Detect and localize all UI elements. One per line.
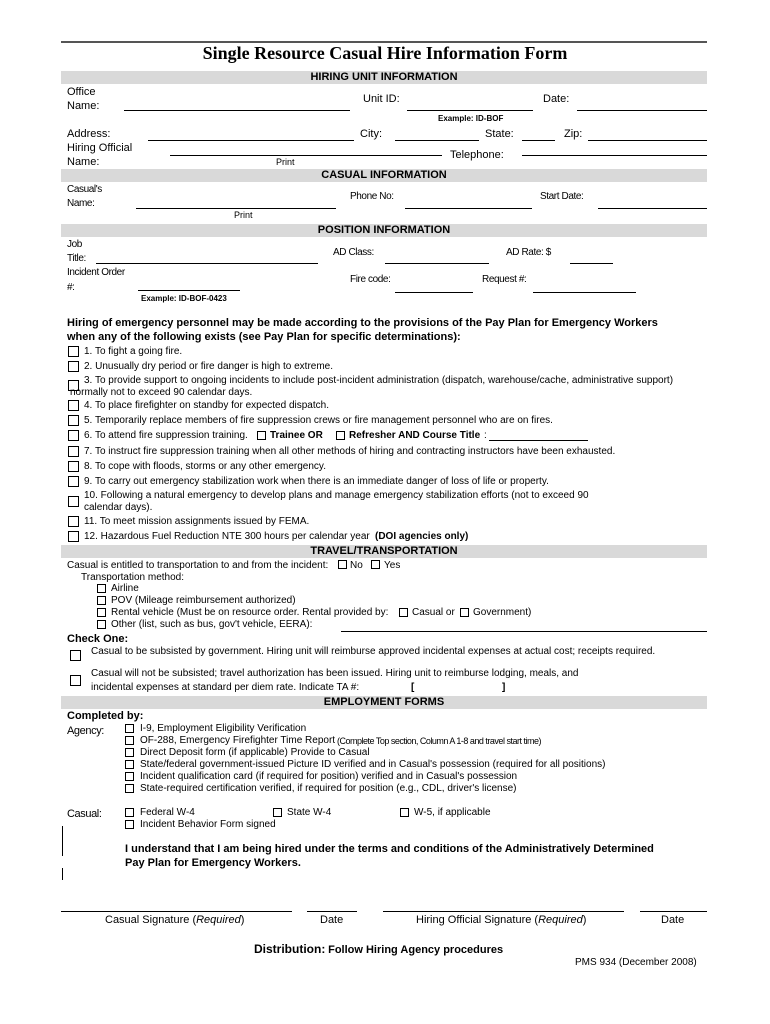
start-date-field[interactable] [598, 208, 707, 209]
provision-checkbox-4[interactable] [68, 400, 79, 411]
official-signature-required: Required [538, 914, 583, 926]
i9-item: I-9, Employment Eligibility Verification [140, 723, 307, 734]
provision-8: 8. To cope with floods, storms or any other emergency. [84, 461, 326, 472]
federal-w4-checkbox[interactable] [125, 808, 134, 817]
provision-checkbox-6[interactable] [68, 430, 79, 441]
airline-label: Airline [111, 583, 139, 594]
behavior-form-checkbox[interactable] [125, 820, 134, 829]
job-title-field[interactable] [96, 263, 318, 264]
transport-no-label: No [350, 560, 363, 571]
section-hiring-unit: HIRING UNIT INFORMATION [61, 71, 707, 84]
provision-1: 1. To fight a going fire. [84, 346, 183, 357]
section-position-info: POSITION INFORMATION [61, 224, 707, 237]
pov-checkbox[interactable] [97, 596, 106, 605]
ad-class-label: AD Class: [333, 247, 374, 258]
official-name-field[interactable] [170, 155, 442, 156]
of288-note: (Complete Top section, Column A 1-8 and travel start time) [337, 736, 541, 746]
transport-no-checkbox[interactable] [338, 560, 347, 569]
provision-checkbox-1[interactable] [68, 346, 79, 357]
address-field[interactable] [148, 140, 354, 141]
official-signature-close: ) [582, 914, 587, 926]
course-title-colon: : [484, 430, 487, 441]
course-title-field[interactable] [489, 440, 588, 441]
incident-order-label-1: Incident Order [67, 267, 125, 278]
completed-by-label: Completed by: [67, 710, 144, 722]
start-date-label: Start Date: [540, 191, 584, 202]
unit-id-example: Example: ID-BOF [438, 114, 504, 123]
federal-w4-label: Federal W-4 [140, 807, 195, 818]
ad-rate-field[interactable] [570, 263, 613, 264]
office-name-field[interactable] [124, 110, 350, 111]
official-name-label-1: Hiring Official [67, 142, 133, 154]
rental-checkbox[interactable] [97, 608, 106, 617]
ad-rate-label: AD Rate: $ [506, 247, 551, 258]
official-signature-label [416, 914, 586, 926]
form-title: Single Resource Casual Hire Information Form [202, 43, 568, 63]
pov-label: POV (Mileage reimbursement authorized) [111, 595, 296, 606]
ta-number-field[interactable] [416, 692, 502, 693]
address-label: Address: [67, 128, 111, 140]
qual-card-checkbox[interactable] [125, 772, 134, 781]
picture-id-item: State/federal government-issued Picture ID verified and in Casual's possession (required for all positions) [140, 759, 606, 770]
casual-signature-required: Required [196, 914, 241, 926]
casual-date-line[interactable] [307, 911, 357, 912]
office-name-label-1: Office [67, 86, 96, 98]
official-name-label-2: Name: [67, 156, 100, 168]
of288-checkbox[interactable] [125, 736, 134, 745]
check-one-label: Check One: [67, 633, 129, 645]
provision-5: 5. Temporarily replace members of fire suppression crews or fire management personnel who are on fires. [84, 415, 553, 426]
provision-checkbox-12[interactable] [68, 531, 79, 542]
provision-3: 3. To provide support to ongoing incidents to include post-incident administration (dispatch, warehouse/cache, administrative support) [84, 375, 674, 386]
not-subsisted-option-1: Casual will not be subsisted; travel authorization has been issued. Hiring unit to reimburse lodging, meals, and [91, 668, 579, 679]
rental-casual-label: Casual or [412, 607, 455, 618]
provision-checkbox-10[interactable] [68, 496, 79, 507]
fire-code-field[interactable] [395, 292, 473, 293]
job-title-label-1: Job [67, 239, 82, 250]
transport-yes-label: Yes [384, 560, 401, 571]
understand-statement-2: Pay Plan for Emergency Workers. [125, 857, 301, 869]
casual-signature-label [105, 914, 244, 926]
direct-deposit-checkbox[interactable] [125, 748, 134, 757]
margin-mark-1 [62, 826, 63, 856]
casual-signature-text: Casual Signature ( [105, 914, 197, 926]
subsisted-checkbox[interactable] [70, 650, 81, 661]
provision-checkbox-9[interactable] [68, 476, 79, 487]
city-label: City: [360, 128, 382, 140]
state-w4-checkbox[interactable] [273, 808, 282, 817]
provision-10-cont: calendar days). [84, 502, 153, 513]
picture-id-checkbox[interactable] [125, 760, 134, 769]
transport-entitled: Casual is entitled to transportation to and from the incident: [67, 560, 329, 571]
other-transport-label: Other (list, such as bus, gov't vehicle, EERA): [111, 619, 313, 630]
understand-statement-1: I understand that I am being hired under the terms and conditions of the Administratively Determined [125, 843, 654, 855]
unit-id-field[interactable] [407, 110, 533, 111]
transport-method-label: Transportation method: [81, 572, 185, 583]
provisions-intro-1: Hiring of emergency personnel may be made according to the provisions of the Pay Plan for Emergency Workers [67, 317, 658, 329]
official-date-label: Date [661, 914, 685, 926]
print-hint: Print [276, 157, 295, 167]
fire-code-label: Fire code: [350, 274, 391, 285]
official-signature-text: Hiring Official Signature ( [416, 914, 539, 926]
official-signature-line[interactable] [383, 911, 624, 912]
rental-label: Rental vehicle (Must be on resource order. Rental provided by: [111, 607, 389, 618]
direct-deposit-item: Direct Deposit form (if applicable) Provide to Casual [140, 747, 370, 758]
rental-government-label: Government) [473, 607, 532, 618]
unit-id-label: Unit ID: [363, 93, 400, 105]
rental-casual-checkbox[interactable] [399, 608, 408, 617]
phone-field[interactable] [405, 208, 532, 209]
refresher-label: Refresher AND Course Title [349, 430, 481, 441]
i9-checkbox[interactable] [125, 724, 134, 733]
behavior-form-label: Incident Behavior Form signed [140, 819, 276, 830]
official-date-line[interactable] [640, 911, 707, 912]
city-field[interactable] [395, 140, 479, 141]
trainee-label: Trainee OR [270, 430, 323, 441]
date-label: Date: [543, 93, 570, 105]
form-number: PMS 934 (December 2008) [575, 957, 697, 968]
phone-label: Phone No: [350, 191, 394, 202]
w5-label: W-5, if applicable [414, 807, 491, 818]
provision-6: 6. To attend fire suppression training. [84, 430, 248, 441]
provisions-intro-2: when any of the following exists (see Pay Plan for specific determinations): [67, 331, 461, 343]
margin-mark-2 [62, 868, 63, 880]
top-rule [61, 41, 707, 43]
provision-12: 12. Hazardous Fuel Reduction NTE 300 hours per calendar year [84, 531, 370, 542]
provision-checkbox-11[interactable] [68, 516, 79, 527]
casual-print-hint: Print [234, 210, 253, 220]
ta-bracket-left: [ [411, 682, 415, 693]
provision-10: 10. Following a natural emergency to develop plans and manage emergency stabilization efforts (not to exceed 90 [84, 490, 589, 501]
section-travel: TRAVEL/TRANSPORTATION [61, 545, 707, 558]
provision-2: 2. Unusually dry period or fire danger is high to extreme. [84, 361, 334, 372]
section-casual-info: CASUAL INFORMATION [61, 169, 707, 182]
incident-order-example: Example: ID-BOF-0423 [141, 294, 227, 303]
casual-signature-close: ) [240, 914, 245, 926]
distribution-line [254, 942, 503, 956]
casual-signature-line[interactable] [61, 911, 292, 912]
provision-checkbox-7[interactable] [68, 446, 79, 457]
provision-11: 11. To meet mission assignments issued by FEMA. [84, 516, 310, 527]
trainee-checkbox[interactable] [257, 431, 266, 440]
distribution-label: Distribution: [254, 942, 326, 956]
state-w4-label: State W-4 [287, 807, 332, 818]
certification-checkbox[interactable] [125, 784, 134, 793]
telephone-field[interactable] [522, 155, 707, 156]
certification-item: State-required certification verified, if required for position (e.g., CDL, driver's license) [140, 783, 517, 794]
state-label: State: [485, 128, 514, 140]
provision-9: 9. To carry out emergency stabilization work when there is an immediate danger of loss of life or property. [84, 476, 549, 487]
not-subsisted-option-2: incidental expenses at standard per diem rate. Indicate TA #: [91, 682, 360, 693]
distribution-text: Follow Hiring Agency procedures [328, 944, 504, 956]
rental-government-checkbox[interactable] [460, 608, 469, 617]
other-transport-field[interactable] [341, 631, 707, 632]
incident-order-label-2: #: [67, 282, 75, 293]
zip-field[interactable] [588, 140, 707, 141]
ad-class-field[interactable] [385, 263, 489, 264]
zip-label: Zip: [564, 128, 583, 140]
agency-label: Agency: [67, 725, 104, 737]
provision-7: 7. To instruct fire suppression training when all other methods of hiring and contracting instructors have been exhausted. [84, 446, 616, 457]
qual-card-item: Incident qualification card (if required for position) verified and in Casual's possession [140, 771, 518, 782]
doi-note: (DOI agencies only) [375, 531, 469, 542]
request-label: Request #: [482, 274, 527, 285]
not-subsisted-checkbox[interactable] [70, 675, 81, 686]
ta-bracket-right: ] [502, 682, 506, 693]
refresher-checkbox[interactable] [336, 431, 345, 440]
provision-checkbox-5[interactable] [68, 415, 79, 426]
incident-order-field[interactable] [138, 290, 240, 291]
w5-checkbox[interactable] [400, 808, 409, 817]
telephone-label: Telephone: [450, 149, 504, 161]
subsisted-option: Casual to be subsisted by government. Hiring unit will reimburse approved incidental expenses at actual cost; receipts required. [91, 646, 656, 657]
of288-item: OF-288, Emergency Firefighter Time Report [140, 735, 336, 746]
casual-name-label-1: Casual's [67, 184, 102, 195]
date-field[interactable] [577, 110, 707, 111]
casual-forms-label: Casual: [67, 808, 102, 820]
other-transport-checkbox[interactable] [97, 620, 106, 629]
casual-date-label: Date [320, 914, 344, 926]
request-field[interactable] [533, 292, 636, 293]
casual-name-label-2: Name: [67, 198, 95, 209]
state-field[interactable] [522, 140, 555, 141]
airline-checkbox[interactable] [97, 584, 106, 593]
provision-3-cont: normally not to exceed 90 calendar days. [70, 387, 253, 398]
provision-checkbox-2[interactable] [68, 361, 79, 372]
office-name-label-2: Name: [67, 100, 100, 112]
section-employment-forms: EMPLOYMENT FORMS [61, 696, 707, 709]
provision-4: 4. To place firefighter on standby for expected dispatch. [84, 400, 329, 411]
casual-name-field[interactable] [136, 208, 336, 209]
transport-yes-checkbox[interactable] [371, 560, 380, 569]
job-title-label-2: Title: [67, 253, 86, 264]
provision-checkbox-8[interactable] [68, 461, 79, 472]
